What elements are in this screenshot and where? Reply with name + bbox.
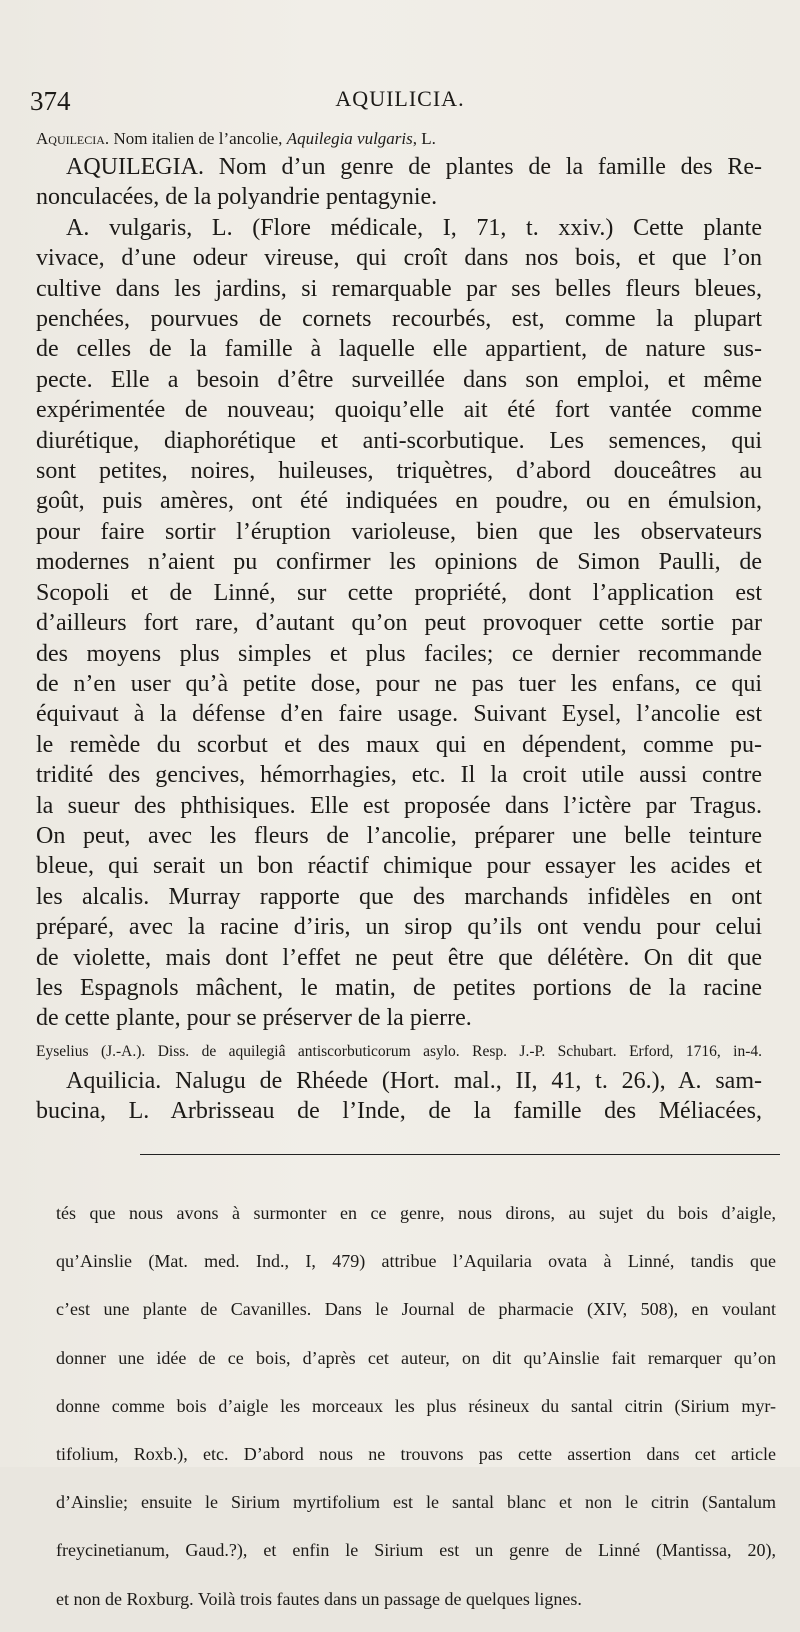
- text-line: bleue, qui serait un bon réactif chimique pour essayer les acides et: [36, 853, 762, 880]
- text-line: les alcalis. Murray rapporte que des marchands infidèles en ont: [36, 883, 762, 910]
- footnote-line: freycinetianum, Gaud.?), et enfin le Sirium est un genre de Linné (Mantissa, 20),: [56, 1540, 776, 1561]
- text-line: de cette plante, pour se préserver de la pierre.: [36, 1005, 472, 1032]
- footnote-line: et non de Roxburg. Voilà trois fautes dans un passage de quelques lignes.: [56, 1588, 582, 1609]
- text-line: goût, puis amères, ont été indiquées en poudre, ou en émulsion,: [36, 488, 762, 515]
- footnote-line: tifolium, Roxb.), etc. D’abord nous ne trouvons pas cette assertion dans cet article: [56, 1444, 776, 1465]
- text-line: pour faire sortir l’éruption varioleuse, bien que les observateurs: [36, 518, 762, 545]
- text-line: cultive dans les jardins, si remarquable par ses belles fleurs bleues,: [36, 275, 762, 302]
- footnote-rule: [140, 1154, 780, 1155]
- text-line: des moyens plus simples et plus faciles; ce dernier recommande: [36, 640, 762, 667]
- entry-tail: , L.: [412, 129, 436, 148]
- text-line: d’ailleurs fort rare, d’autant qu’on peut provoquer cette sortie par: [36, 610, 762, 637]
- text-line: Scopoli et de Linné, sur cette propriété, dont l’application est: [36, 579, 762, 606]
- text-line: expérimentée de nouveau; quoiqu’elle ait été fort vantée comme: [36, 397, 762, 424]
- text-line: tridité des gencives, hémorrhagies, etc. Il la croit utile aussi contre: [36, 762, 762, 789]
- entry-species: Aquilegia vulgaris: [286, 129, 413, 148]
- footnote-line: donne comme bois d’aigle les morceaux les plus résineux du santal citrin (Sirium myr-: [56, 1395, 776, 1416]
- text-line: préparé, avec la racine d’iris, un sirop qu’ils ont vendu pour celui: [36, 914, 762, 941]
- text-line: sont petites, noires, huileuses, triquètres, d’abord douceâtres au: [36, 458, 762, 485]
- text-line: nonculacées, de la polyandrie pentagynie.: [36, 184, 438, 211]
- page-header: [30, 86, 770, 120]
- entry-headword: Aquilecia.: [36, 129, 110, 148]
- entry-text: Nom italien de l’ancolie,: [109, 129, 287, 148]
- bibliography-line: Eyselius (J.-A.). Diss. de aquilegiâ antiscorbuticorum asylo. Resp. J.-P. Schubart. Erford, 1716, in-4.: [36, 1042, 762, 1060]
- footnote-line: d’Ainslie; ensuite le Sirium myrtifolium est le santal blanc et non le citrin (Santalum: [56, 1492, 776, 1513]
- running-head: AQUILICIA.: [335, 86, 465, 111]
- text-line: équivaut à la défense d’en faire usage. Suivant Eysel, l’ancolie est: [36, 701, 762, 728]
- footnote-line: qu’Ainslie (Mat. med. Ind., I, 479) attribue l’Aquilaria ovata à Linné, tandis que: [56, 1251, 776, 1272]
- text-line: On peut, avec les fleurs de l’ancolie, préparer une belle teinture: [36, 822, 762, 849]
- text-line: le remède du scorbut et des maux qui en dépendent, comme pu-: [36, 731, 762, 758]
- text-line: modernes n’aient pu confirmer les opinions de Simon Paulli, de: [36, 549, 762, 576]
- text-line: bucina, L. Arbrisseau de l’Inde, de la famille des Méliacées,: [36, 1098, 762, 1125]
- text-line: pecte. Elle a besoin d’être surveillée dans son emploi, et même: [36, 366, 762, 393]
- text-line: A. vulgaris, L. (Flore médicale, I, 71, t. xxiv.) Cette plante: [66, 214, 762, 241]
- text-line: les Espagnols mâchent, le matin, de petites portions de la racine: [36, 974, 762, 1001]
- text-line: de n’en user qu’à petite dose, pour ne pas tuer les enfans, ce qui: [36, 670, 762, 697]
- text-line: la sueur des phthisiques. Elle est proposée dans l’ictère par Tragus.: [36, 792, 762, 819]
- footnote-line: c’est une plante de Cavanilles. Dans le Journal de pharmacie (XIV, 508), en voulant: [56, 1299, 776, 1320]
- text-line: vivace, d’une odeur vireuse, qui croît dans nos bois, et que l’on: [36, 245, 762, 272]
- text-line: diurétique, diaphorétique et anti-scorbutique. Les semences, qui: [36, 427, 762, 454]
- text-line: de violette, mais dont l’effet ne peut être que délétère. On dit que: [36, 944, 762, 971]
- text-line: penchées, pourvues de cornets recourbés, est, comme la plupart: [36, 306, 762, 333]
- text-line: AQUILEGIA. Nom d’un genre de plantes de la famille des Re-: [66, 154, 762, 180]
- footnote-line: donner une idée de ce bois, d’après cet auteur, on dit qu’Ainslie fait remarquer qu’on: [56, 1347, 776, 1368]
- text-line: de celles de la famille à laquelle elle appartient, de nature sus-: [36, 336, 762, 363]
- page-number: 374: [30, 86, 71, 116]
- entry-aquilegia-italian: [36, 126, 762, 152]
- text-line: Aquilicia. Nalugu de Rhéede (Hort. mal., II, 41, t. 26.), A. sam-: [66, 1067, 762, 1094]
- footnote-line: tés que nous avons à surmonter en ce genre, nous dirons, au sujet du bois d’aigle,: [56, 1203, 776, 1223]
- main-text: [36, 126, 762, 1127]
- footnote: [56, 1180, 776, 1632]
